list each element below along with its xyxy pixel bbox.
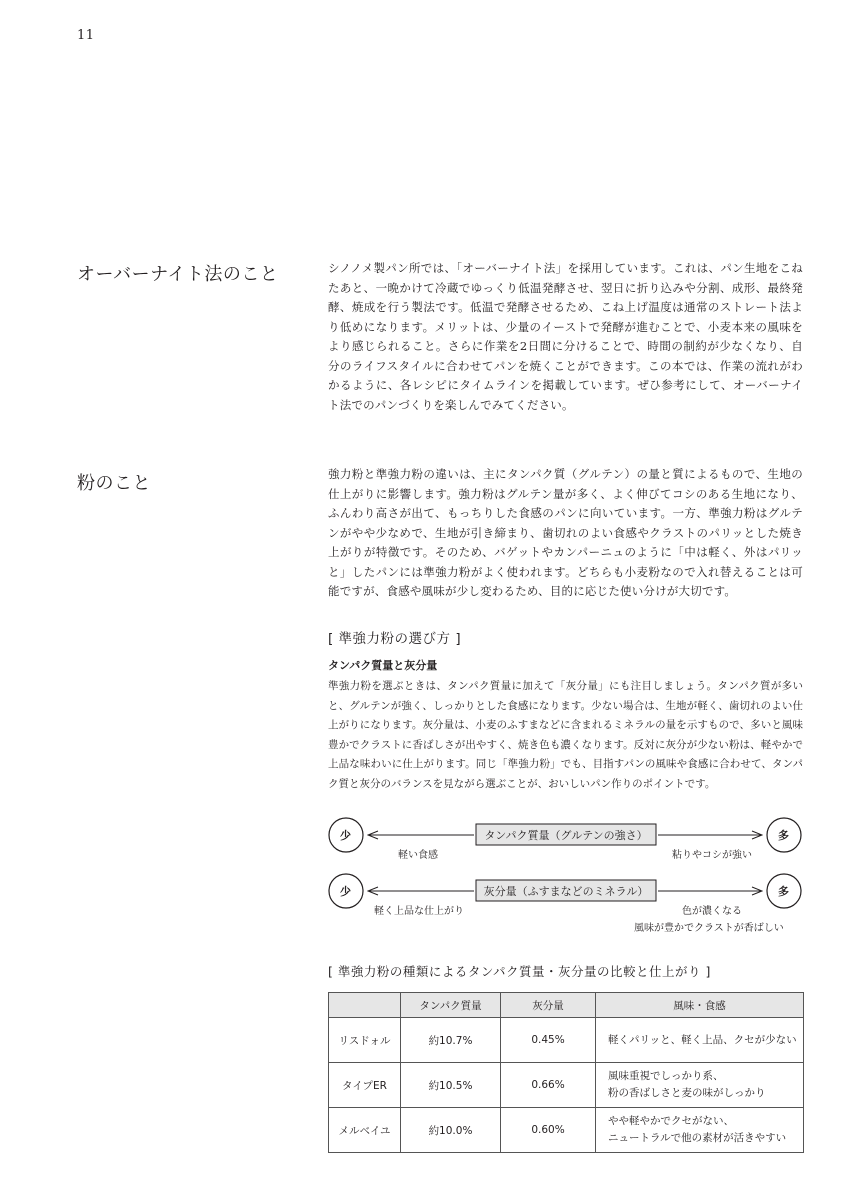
overnight-method-heading: オーバーナイト法のこと [77, 264, 279, 285]
protein-ash-subheading: タンパク質量と灰分量 [328, 659, 438, 672]
table-row [329, 1063, 804, 1108]
flour-name: メルベイユ [329, 1108, 401, 1153]
flour-heading: 粉のこと [77, 473, 151, 494]
table-header-row [329, 993, 804, 1018]
comparison-table-wrapper [328, 992, 803, 1153]
ash-value: 0.66% [501, 1063, 596, 1108]
comparison-table [328, 992, 804, 1153]
flavor-description: 軽くパリッと、軽く上品、クセが少ない [596, 1018, 804, 1063]
protein-high-description: 粘りやコシが強い [672, 850, 752, 861]
protein-low-symbol: 少 [340, 829, 351, 842]
ash-high-description: 色が濃くなる [682, 906, 742, 917]
protein-value: 約10.7% [401, 1018, 501, 1063]
protein-value: 約10.5% [401, 1063, 501, 1108]
flour-body: 強力粉と準強力粉の違いは、主にタンパク質（グルテン）の量と質によるもので、生地の仕上がりに影響します。強力粉はグルテン量が多く、よく伸びてコシのある生地になり、ふんわり高さが出て、もっちりした食感のパンに向いています。一方、準強力粉はグルテンがやや少なめで、生地が引き締まり、歯切れのよい食感やクラストのパリッとした焼き上がりが特徴です。そのため、バゲットやカンパーニュのように「中は軽く、外はパリッと」したパンには準強力粉がよく使われます。どちらも小麦粉なので入れ替えることは可能ですが、食感や風味が少し変わるため、目的に応じた使い分けが大切です。 [328, 467, 803, 598]
table-row [329, 1018, 804, 1063]
flavor-description: 風味重視でしっかり系、 粉の香ばしさと麦の味がしっかり [596, 1063, 804, 1108]
ash-low-description: 軽く上品な仕上がり [374, 906, 464, 917]
comparison-heading: [ 準強力粉の種類によるタンパク質量・灰分量の比較と仕上がり ] [328, 964, 711, 979]
ash-low-symbol: 少 [340, 885, 351, 898]
table-row [329, 1108, 804, 1153]
ash-scale-label: 灰分量（ふすまなどのミネラル） [483, 885, 649, 898]
protein-value: 約10.0% [401, 1108, 501, 1153]
page-number: 11 [77, 28, 95, 43]
ash-value: 0.45% [501, 1018, 596, 1063]
ash-high-symbol: 多 [778, 885, 789, 898]
ash-high-description-2: 風味が豊かでクラストが香ばしい [634, 923, 784, 934]
header-cell-ash: 灰分量 [501, 993, 596, 1018]
header-cell-flavor: 風味・食感 [596, 993, 804, 1018]
protein-high-symbol: 多 [778, 829, 789, 842]
header-cell-blank [329, 993, 401, 1018]
flour-name: タイプER [329, 1063, 401, 1108]
overnight-method-body: シノノメ製パン所では、「オーバーナイト法」を採用しています。これは、パン生地をこねたあと、一晩かけて冷蔵でゆっくり低温発酵させ、翌日に折り込みや分割、成形、最終発酵、焼成を行う製法です。低温で発酵させるため、こね上げ温度は通常のストレート法より低めになります。メリットは、少量のイーストで発酵が進むことで、小麦本来の風味をより感じられること。さらに作業を2日間に分けることで、時間の制約が少なくなり、自分のライフスタイルに合わせてパンを焼くことができます。この本では、作業の流れがわかるように、各レシピにタイムラインを掲載しています。ぜひ参考にして、オーバーナイト法でのパンづくりを楽しんでみてください。 [328, 261, 803, 412]
header-cell-protein: タンパク質量 [401, 993, 501, 1018]
choosing-flour-heading: [ 準強力粉の選び方 ] [328, 631, 462, 647]
flavor-description: やや軽やかでクセがない、 ニュートラルで他の素材が活きやすい [596, 1108, 804, 1153]
protein-ash-diagram [328, 815, 804, 935]
protein-scale-label: タンパク質量（グルテンの強さ） [484, 829, 648, 842]
ash-value: 0.60% [501, 1108, 596, 1153]
flour-name: リスドォル [329, 1018, 401, 1063]
protein-low-description: 軽い食感 [398, 850, 438, 861]
choosing-flour-body: 準強力粉を選ぶときは、タンパク質量に加えて「灰分量」にも注目しましょう。タンパク質が多いと、グルテンが強く、しっかりとした食感になります。少ない場合は、生地が軽く、歯切れのよい仕上がりになります。灰分量は、小麦のふすまなどに含まれるミネラルの量を示すもので、多いと風味豊かでクラストに香ばしさが出やすく、焼き色も濃くなります。反対に灰分が少ない粉は、軽やかで上品な味わいに仕上がります。同じ「準強力粉」でも、目指すパンの風味や食感に合わせて、タンパク質と灰分のバランスを見ながら選ぶことが、おいしいパン作りのポイントです。 [328, 680, 803, 790]
